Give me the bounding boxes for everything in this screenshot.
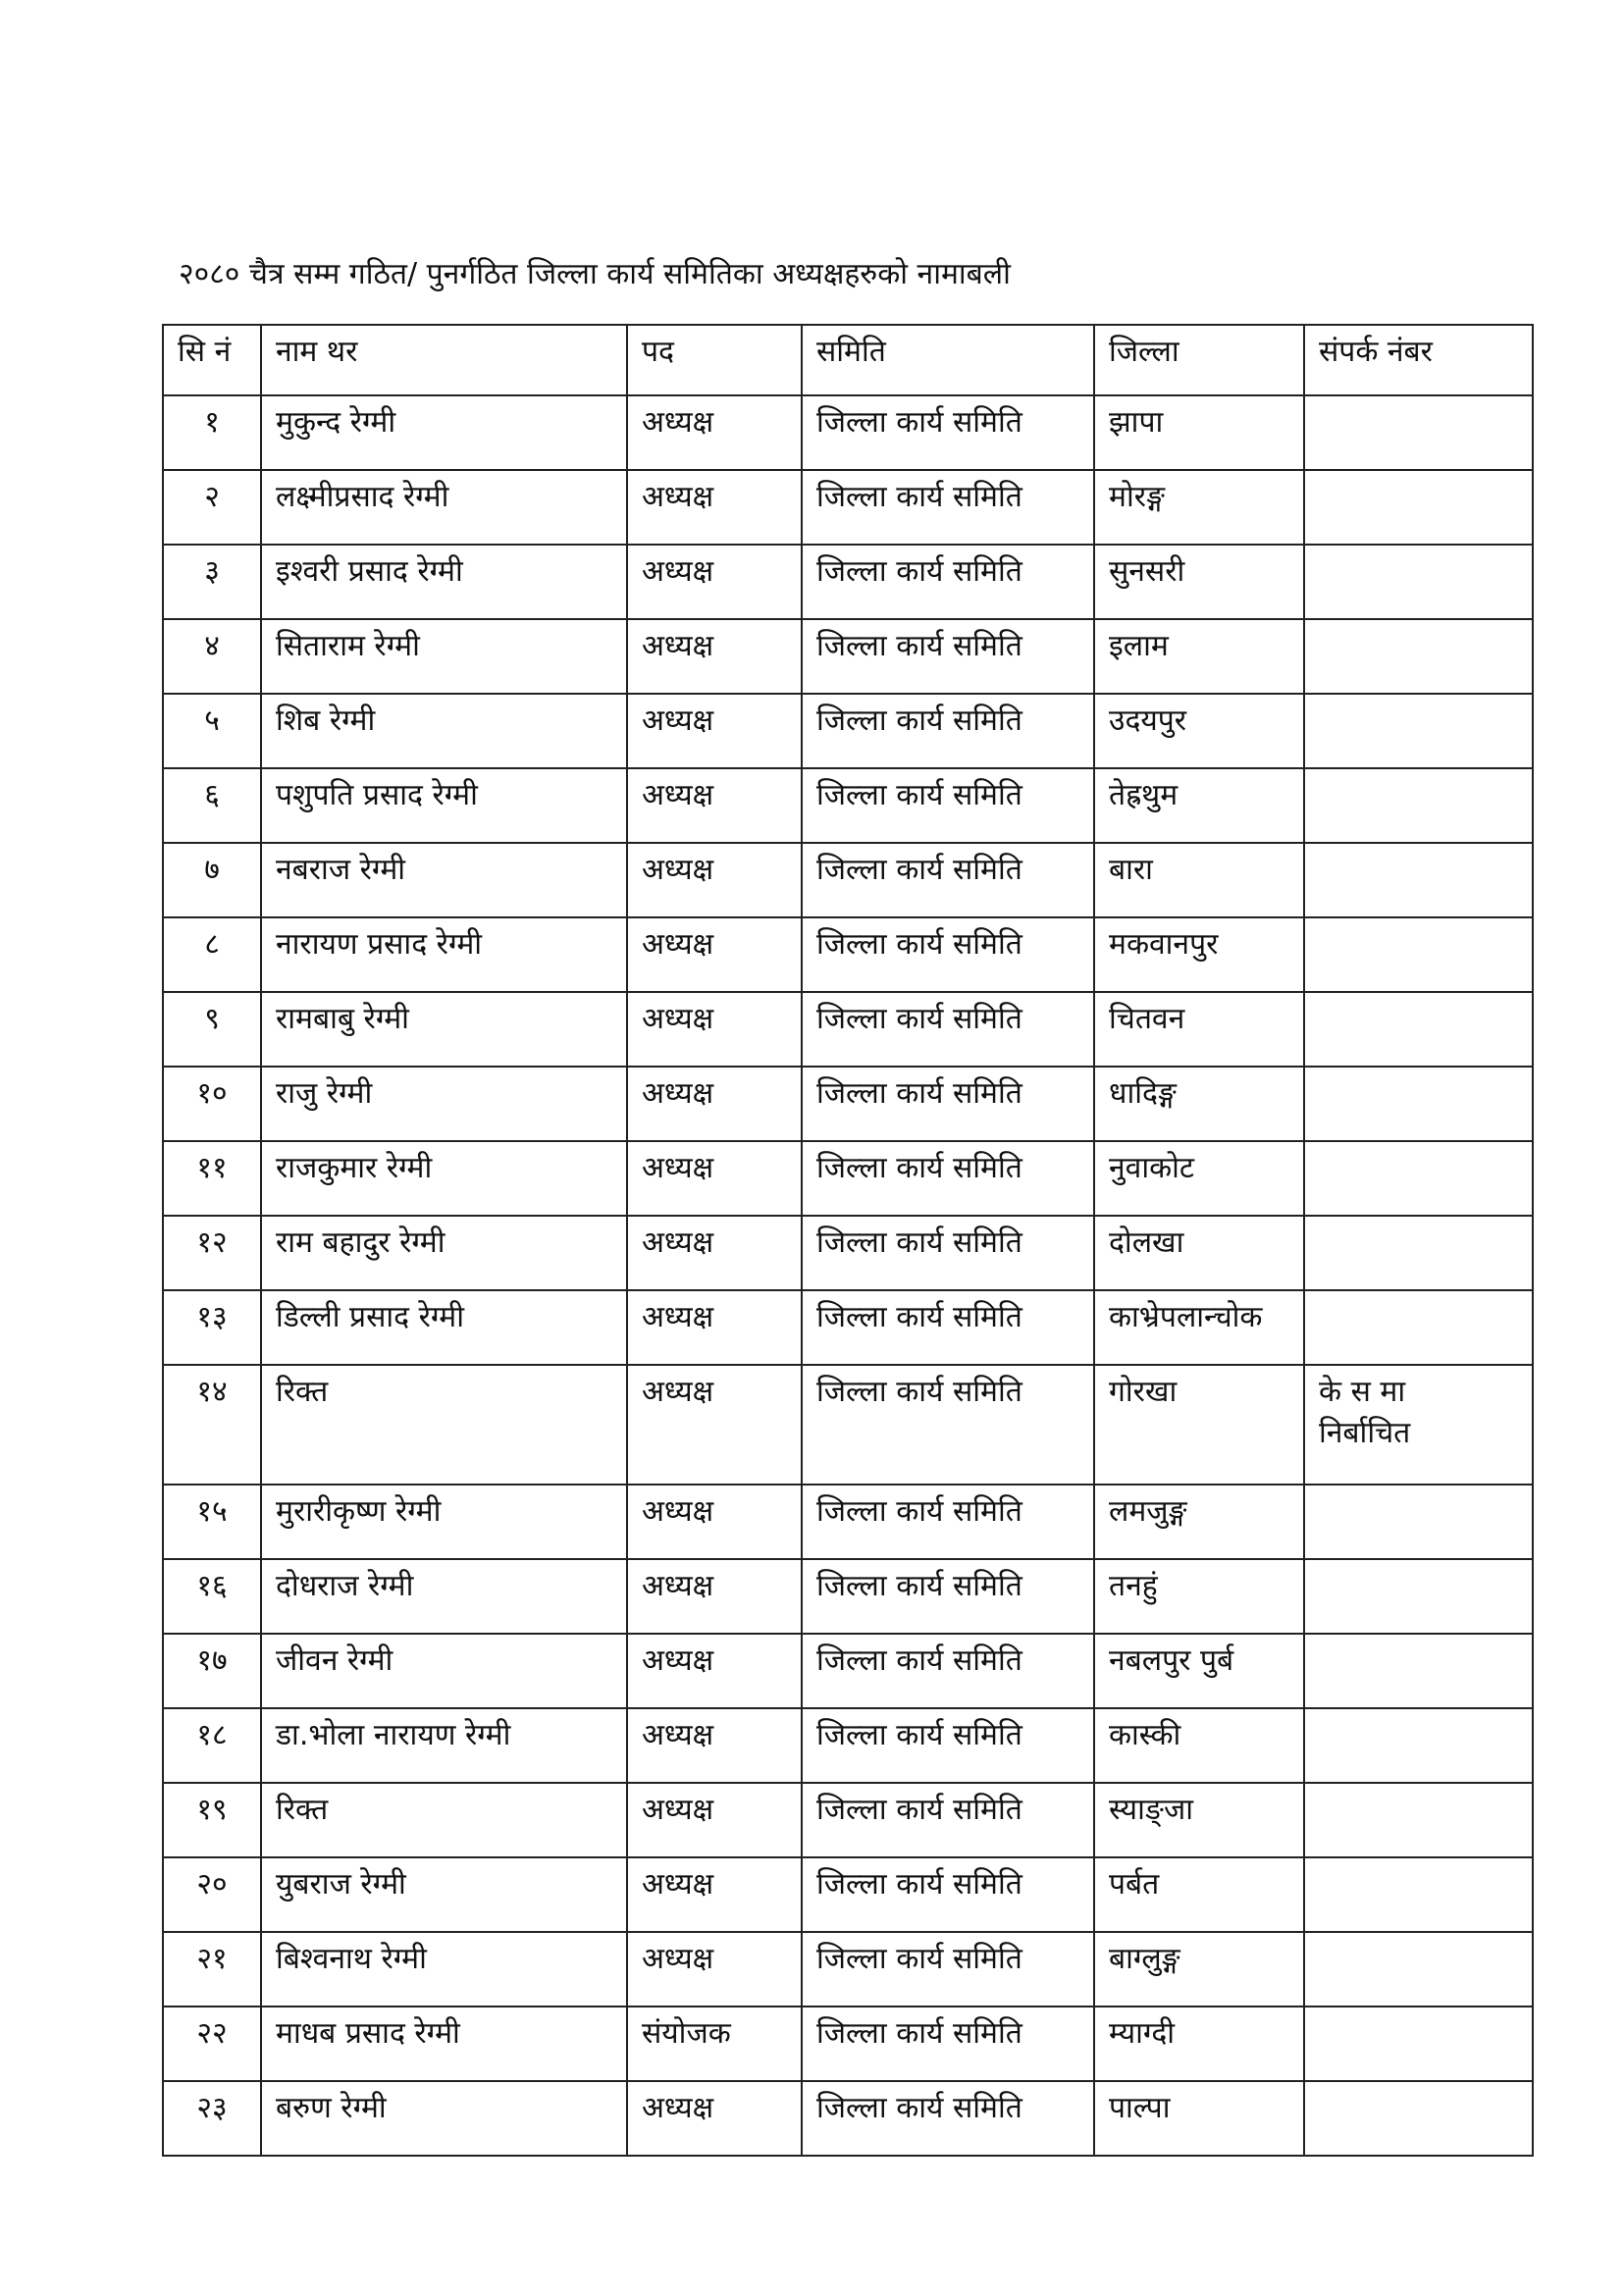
cell-post: अध्यक्ष (627, 1559, 802, 1634)
cell-name: मुरारीकृष्ण रेग्मी (261, 1485, 627, 1559)
table-row (163, 1485, 1533, 1559)
cell-contact (1304, 395, 1533, 470)
cell-name: रिक्त (261, 1783, 627, 1857)
cell-contact (1304, 1559, 1533, 1634)
cell-name: बिश्वनाथ रेग्मी (261, 1932, 627, 2007)
cell-committee: जिल्ला कार्य समिति (802, 545, 1094, 619)
table-row (163, 395, 1533, 470)
table-row (163, 917, 1533, 992)
cell-contact (1304, 1290, 1533, 1365)
cell-committee: जिल्ला कार्य समिति (802, 1559, 1094, 1634)
cell-name: रिक्त (261, 1365, 627, 1485)
cell-contact (1304, 768, 1533, 843)
cell-name: डा.भोला नारायण रेग्मी (261, 1708, 627, 1783)
table-row (163, 545, 1533, 619)
cell-name: दोधराज रेग्मी (261, 1559, 627, 1634)
cell-name: बरुण रेग्मी (261, 2081, 627, 2156)
cell-post: अध्यक्ष (627, 545, 802, 619)
cell-name: पशुपति प्रसाद रेग्मी (261, 768, 627, 843)
cell-post: अध्यक्ष (627, 768, 802, 843)
cell-committee: जिल्ला कार्य समिति (802, 1634, 1094, 1708)
column-header-name: नाम थर (261, 325, 627, 395)
cell-district: बाग्लुङ्ग (1094, 1932, 1304, 2007)
cell-contact (1304, 545, 1533, 619)
cell-district: चितवन (1094, 992, 1304, 1067)
cell-district: पाल्पा (1094, 2081, 1304, 2156)
cell-committee: जिल्ला कार्य समिति (802, 2081, 1094, 2156)
cell-sn: ९ (163, 992, 261, 1067)
table-row (163, 694, 1533, 768)
cell-district: इलाम (1094, 619, 1304, 694)
cell-district: स्याङ्जा (1094, 1783, 1304, 1857)
cell-district: लमजुङ्ग (1094, 1485, 1304, 1559)
cell-sn: ७ (163, 843, 261, 917)
cell-name: नारायण प्रसाद रेग्मी (261, 917, 627, 992)
cell-name: जीवन रेग्मी (261, 1634, 627, 1708)
cell-name: युबराज रेग्मी (261, 1857, 627, 1932)
cell-post: अध्यक्ष (627, 1365, 802, 1485)
cell-committee: जिल्ला कार्य समिति (802, 917, 1094, 992)
cell-post: अध्यक्ष (627, 843, 802, 917)
cell-contact (1304, 470, 1533, 545)
table-row (163, 768, 1533, 843)
cell-post: अध्यक्ष (627, 395, 802, 470)
cell-sn: २० (163, 1857, 261, 1932)
cell-committee: जिल्ला कार्य समिति (802, 1708, 1094, 1783)
table-body (163, 395, 1533, 2156)
cell-name: लक्ष्मीप्रसाद रेग्मी (261, 470, 627, 545)
cell-contact (1304, 1932, 1533, 2007)
cell-name: नबराज रेग्मी (261, 843, 627, 917)
cell-post: अध्यक्ष (627, 619, 802, 694)
cell-committee: जिल्ला कार्य समिति (802, 1485, 1094, 1559)
cell-district: गोरखा (1094, 1365, 1304, 1485)
cell-district: पर्बत (1094, 1857, 1304, 1932)
cell-contact (1304, 843, 1533, 917)
cell-district: नबलपुर पुर्ब (1094, 1634, 1304, 1708)
column-header-committee: समिति (802, 325, 1094, 395)
cell-district: म्याग्दी (1094, 2007, 1304, 2081)
table-row (163, 2081, 1533, 2156)
cell-name: रामबाबु रेग्मी (261, 992, 627, 1067)
cell-name: सिताराम रेग्मी (261, 619, 627, 694)
cell-contact (1304, 917, 1533, 992)
cell-district: झापा (1094, 395, 1304, 470)
table-row (163, 470, 1533, 545)
cell-committee: जिल्ला कार्य समिति (802, 843, 1094, 917)
cell-name: इश्वरी प्रसाद रेग्मी (261, 545, 627, 619)
cell-name: डिल्ली प्रसाद रेग्मी (261, 1290, 627, 1365)
cell-sn: ४ (163, 619, 261, 694)
cell-sn: ८ (163, 917, 261, 992)
cell-sn: १९ (163, 1783, 261, 1857)
table-row (163, 2007, 1533, 2081)
cell-contact (1304, 1216, 1533, 1290)
cell-sn: १८ (163, 1708, 261, 1783)
table-row (163, 1783, 1533, 1857)
cell-post: अध्यक्ष (627, 1485, 802, 1559)
column-header-sn: सि नं (163, 325, 261, 395)
page-title: २०८० चैत्र सम्म गठित/ पुनर्गठित जिल्ला कार्य समितिका अध्यक्षहरुको नामाबली (179, 257, 1011, 291)
cell-committee: जिल्ला कार्य समिति (802, 1932, 1094, 2007)
table-row (163, 1559, 1533, 1634)
cell-sn: ६ (163, 768, 261, 843)
cell-committee: जिल्ला कार्य समिति (802, 1141, 1094, 1216)
cell-committee: जिल्ला कार्य समिति (802, 1783, 1094, 1857)
column-header-post: पद (627, 325, 802, 395)
cell-post: अध्यक्ष (627, 1932, 802, 2007)
cell-post: अध्यक्ष (627, 1216, 802, 1290)
cell-committee: जिल्ला कार्य समिति (802, 395, 1094, 470)
cell-sn: १६ (163, 1559, 261, 1634)
cell-district: नुवाकोट (1094, 1141, 1304, 1216)
cell-contact (1304, 1067, 1533, 1141)
cell-district: काभ्रेपलान्चोक (1094, 1290, 1304, 1365)
cell-post: अध्यक्ष (627, 1290, 802, 1365)
cell-sn: १४ (163, 1365, 261, 1485)
cell-post: अध्यक्ष (627, 694, 802, 768)
cell-post: अध्यक्ष (627, 470, 802, 545)
cell-post: अध्यक्ष (627, 1857, 802, 1932)
cell-committee: जिल्ला कार्य समिति (802, 694, 1094, 768)
cell-district: मोरङ्ग (1094, 470, 1304, 545)
cell-post: अध्यक्ष (627, 1708, 802, 1783)
table-row (163, 843, 1533, 917)
cell-contact (1304, 694, 1533, 768)
cell-district: कास्की (1094, 1708, 1304, 1783)
cell-contact (1304, 1708, 1533, 1783)
table-row (163, 1634, 1533, 1708)
cell-post: अध्यक्ष (627, 1783, 802, 1857)
cell-committee: जिल्ला कार्य समिति (802, 992, 1094, 1067)
cell-contact (1304, 1634, 1533, 1708)
cell-post: अध्यक्ष (627, 917, 802, 992)
cell-contact (1304, 1141, 1533, 1216)
cell-post: अध्यक्ष (627, 1634, 802, 1708)
cell-sn: १० (163, 1067, 261, 1141)
cell-contact (1304, 992, 1533, 1067)
cell-district: उदयपुर (1094, 694, 1304, 768)
cell-contact (1304, 2081, 1533, 2156)
cell-sn: १७ (163, 1634, 261, 1708)
cell-sn: १५ (163, 1485, 261, 1559)
committee-chairs-table (162, 324, 1534, 2157)
cell-post: अध्यक्ष (627, 992, 802, 1067)
cell-contact (1304, 1485, 1533, 1559)
contact-line: के स मा (1319, 1375, 1406, 1409)
cell-contact (1304, 2007, 1533, 2081)
cell-committee: जिल्ला कार्य समिति (802, 768, 1094, 843)
cell-name: राजु रेग्मी (261, 1067, 627, 1141)
cell-district: सुनसरी (1094, 545, 1304, 619)
column-header-district: जिल्ला (1094, 325, 1304, 395)
table-row (163, 1141, 1533, 1216)
cell-district: तेह्रथुम (1094, 768, 1304, 843)
cell-sn: १२ (163, 1216, 261, 1290)
cell-post: अध्यक्ष (627, 2081, 802, 2156)
cell-name: माधब प्रसाद रेग्मी (261, 2007, 627, 2081)
table-row (163, 992, 1533, 1067)
table-row (163, 619, 1533, 694)
cell-committee: जिल्ला कार्य समिति (802, 1857, 1094, 1932)
table-row (163, 1216, 1533, 1290)
cell-committee: जिल्ला कार्य समिति (802, 1290, 1094, 1365)
cell-name: राजकुमार रेग्मी (261, 1141, 627, 1216)
cell-sn: १ (163, 395, 261, 470)
cell-contact (1304, 1783, 1533, 1857)
cell-contact (1304, 619, 1533, 694)
table-row (163, 1708, 1533, 1783)
table-row (163, 1857, 1533, 1932)
column-header-contact: संपर्क नंबर (1304, 325, 1533, 395)
cell-committee: जिल्ला कार्य समिति (802, 1067, 1094, 1141)
cell-district: तनहुं (1094, 1559, 1304, 1634)
contact-line: निर्बाचित (1319, 1416, 1411, 1450)
cell-name: मुकुन्द रेग्मी (261, 395, 627, 470)
cell-district: धादिङ्ग (1094, 1067, 1304, 1141)
cell-post: अध्यक्ष (627, 1067, 802, 1141)
cell-district: दोलखा (1094, 1216, 1304, 1290)
cell-name: शिब रेग्मी (261, 694, 627, 768)
cell-post: संयोजक (627, 2007, 802, 2081)
table-row (163, 1365, 1533, 1485)
cell-district: मकवानपुर (1094, 917, 1304, 992)
cell-sn: ३ (163, 545, 261, 619)
cell-committee: जिल्ला कार्य समिति (802, 2007, 1094, 2081)
cell-sn: २२ (163, 2007, 261, 2081)
cell-committee: जिल्ला कार्य समिति (802, 470, 1094, 545)
cell-sn: ११ (163, 1141, 261, 1216)
cell-contact (1304, 1857, 1533, 1932)
cell-committee: जिल्ला कार्य समिति (802, 1365, 1094, 1485)
cell-contact (1304, 1365, 1533, 1485)
cell-sn: १३ (163, 1290, 261, 1365)
cell-post: अध्यक्ष (627, 1141, 802, 1216)
cell-sn: ५ (163, 694, 261, 768)
cell-name: राम बहादुर रेग्मी (261, 1216, 627, 1290)
cell-committee: जिल्ला कार्य समिति (802, 1216, 1094, 1290)
header-row (163, 325, 1533, 395)
cell-sn: २३ (163, 2081, 261, 2156)
table-row (163, 1932, 1533, 2007)
cell-sn: २१ (163, 1932, 261, 2007)
table-row (163, 1067, 1533, 1141)
table-row (163, 1290, 1533, 1365)
cell-committee: जिल्ला कार्य समिति (802, 619, 1094, 694)
cell-district: बारा (1094, 843, 1304, 917)
cell-sn: २ (163, 470, 261, 545)
